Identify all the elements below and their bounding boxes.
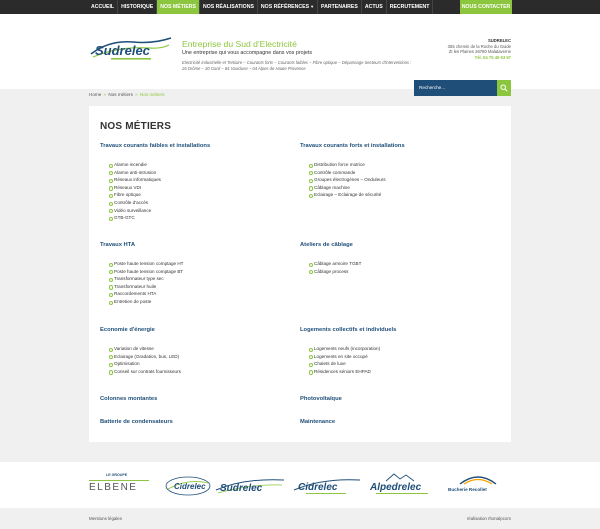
tagline-description: Electricité industrielle et Tertiaire – Courants forts – Courants faibles – Fibre optique – Dépannage Secteurs d'interventions : 26 Drôme – 30 Gard – 84 Vaucluse – 04 Alpes de Haute Provence [182, 60, 412, 71]
list-item: Distribution force motrice [300, 161, 500, 169]
section-title: Colonnes montantes [100, 396, 158, 402]
logo-text: Sudrelec [95, 43, 150, 58]
list-item: Poste haute tension comptage HT [100, 260, 300, 268]
list-item: Transformateur type sec [100, 275, 300, 283]
company-phone[interactable]: Tél. 04 75 49 63 97 [474, 54, 511, 60]
nav-item-partenaires[interactable] [318, 0, 362, 14]
section-batterie-condensateurs [100, 419, 300, 425]
search-button[interactable] [497, 80, 511, 96]
nav-item-nos-realisations[interactable] [200, 0, 258, 14]
section-title: Photovoltaïque [300, 396, 342, 402]
nav-item-recrutement[interactable] [387, 0, 434, 14]
partner-logo-text: Sudrelec [220, 483, 263, 494]
company-info [448, 38, 511, 60]
list-item: Alarme anti-intrusion [100, 169, 300, 177]
group-divider [89, 480, 149, 481]
section-title: Maintenance [300, 419, 336, 425]
section-courants-forts [300, 143, 500, 199]
list-item: Variation de vitesse [100, 345, 300, 353]
sudrelec-logo[interactable] [89, 34, 173, 62]
list-item: Conseil sur contrats fournisseurs [100, 368, 300, 376]
list-item: Réseaux VDI [100, 184, 300, 192]
list-item: Transformateur huile [100, 283, 300, 291]
section-maintenance [300, 419, 500, 425]
list-item: Vidéo surveillance [100, 207, 300, 215]
breadcrumb-separator: » [133, 92, 139, 97]
search-form [414, 80, 511, 96]
nav-label: NOS MÉTIERS [160, 4, 196, 10]
site-footer [0, 508, 600, 529]
section-list [300, 260, 500, 275]
partner-logo-text: Bucherie Recollet [448, 487, 487, 492]
list-item: Raccordements HTA [100, 290, 300, 298]
tagline-subtitle: Une entreprise qui vous accompagne dans vos projets [182, 50, 313, 56]
main-menu [88, 0, 433, 14]
list-item: Câblage machine [300, 184, 500, 192]
breadcrumb-home[interactable]: Home [89, 92, 102, 97]
nav-label: NOS RÉALISATIONS [203, 4, 254, 10]
nav-label: HISTORIQUE [121, 4, 154, 10]
contact-button[interactable]: NOUS CONTACTER [460, 0, 512, 14]
section-title: Logements collectifs et individuels [300, 327, 397, 333]
list-item: Résidences séniors EHPAD [300, 368, 500, 376]
content-card [89, 106, 511, 442]
nav-item-historique[interactable] [118, 0, 157, 14]
section-list [300, 345, 500, 375]
nav-label: NOS RÉFÉRENCES [260, 4, 310, 10]
nav-label: ACCUEIL [91, 4, 115, 10]
section-list [300, 161, 500, 199]
breadcrumb [89, 92, 165, 97]
search-input[interactable]: Recherche... [414, 80, 497, 96]
list-item: Logements neufs (incorporation) [300, 345, 500, 353]
list-item: Fibre optique [100, 191, 300, 199]
credit-link[interactable]: réalisation rhonalpcom [466, 516, 511, 521]
partner-logo-alpedrelec[interactable] [366, 472, 438, 498]
page-title: NOS MÉTIERS [100, 121, 172, 132]
section-courants-faibles [100, 143, 300, 222]
list-item: Entretien de poste [100, 298, 300, 306]
breadcrumb-current: Nos métiers [140, 92, 165, 97]
section-economie-energie [100, 327, 300, 375]
list-item: Chalets de luxe [300, 360, 500, 368]
company-address-line1: 355 chemin de la Roche du Guide [447, 43, 511, 49]
section-title: Travaux courants faibles et installations [100, 143, 211, 149]
section-ateliers-cablage [300, 242, 500, 275]
company-name: SUDRELEC [487, 38, 511, 43]
nav-label: PARTENAIRES [321, 4, 358, 10]
breadcrumb-separator: » [102, 92, 108, 97]
list-item: Optimisation [100, 360, 300, 368]
partner-logo-text: Cidrelec [298, 482, 338, 493]
nav-item-accueil[interactable] [88, 0, 118, 14]
search-icon [500, 84, 508, 92]
section-title: Travaux HTA [100, 242, 136, 248]
list-item: Alarme incendie [100, 161, 300, 169]
partner-logo-bucherie-recollet[interactable] [442, 472, 514, 498]
section-list [100, 345, 300, 375]
breadcrumb-parent[interactable]: Nos métiers [108, 92, 133, 97]
list-item: Câblage process [300, 268, 500, 276]
nav-item-nos-references[interactable] [258, 0, 318, 14]
nav-item-actus[interactable] [362, 0, 387, 14]
list-item: Câblage armoire TGBT [300, 260, 500, 268]
nav-item-nos-metiers[interactable] [157, 0, 200, 14]
section-title: Ateliers de câblage [300, 242, 353, 248]
partner-logo-text: Alpedrelec [370, 482, 422, 493]
group-label: LE GROUPE [106, 473, 128, 477]
list-item: Poste haute tension comptage BT [100, 268, 300, 276]
section-colonnes-montantes [100, 396, 300, 402]
partner-logo-cidrelec[interactable] [164, 474, 212, 498]
elbene-logo[interactable]: ELBENE [89, 482, 138, 493]
list-item: Contrôle commande [300, 169, 500, 177]
tagline-title: Entreprise du Sud d'Electricité [182, 39, 297, 49]
company-address-line2: ZI les Plaines 26780 Malataverne [448, 49, 511, 55]
section-photovoltaique [300, 396, 500, 402]
section-title: Travaux courants forts et installations [300, 143, 405, 149]
caret-down-icon: ▼ [310, 4, 315, 9]
section-list [100, 260, 300, 306]
section-travaux-hta [100, 242, 300, 306]
section-title: Batterie de condensateurs [100, 419, 173, 425]
partner-logo-cidrelec-2[interactable] [292, 474, 362, 498]
section-list [100, 161, 300, 222]
section-title: Economie d'énergie [100, 327, 155, 333]
top-navigation-bar [0, 0, 600, 14]
nav-label: ACTUS [364, 4, 383, 10]
section-logements [300, 327, 500, 375]
list-item: Eclairage (Gradation, bus, LED) [100, 353, 300, 361]
partner-logo-sudrelec[interactable] [214, 474, 286, 498]
list-item: Contrôle d'accès [100, 199, 300, 207]
list-item: Groupes électrogènes – Onduleurs [300, 176, 500, 184]
list-item: GTB-GTC [100, 214, 300, 222]
legal-link[interactable]: Mentions légales [89, 516, 122, 521]
list-item: Eclairage – Eclairage de sécurité [300, 191, 500, 199]
list-item: Logements en site occupé [300, 353, 500, 361]
nav-label: RECRUTEMENT [389, 4, 430, 10]
partner-logo-text: Cidrelec [174, 482, 206, 491]
list-item: Réseaux informatiques [100, 176, 300, 184]
site-header [0, 14, 600, 89]
partners-strip [0, 462, 600, 508]
